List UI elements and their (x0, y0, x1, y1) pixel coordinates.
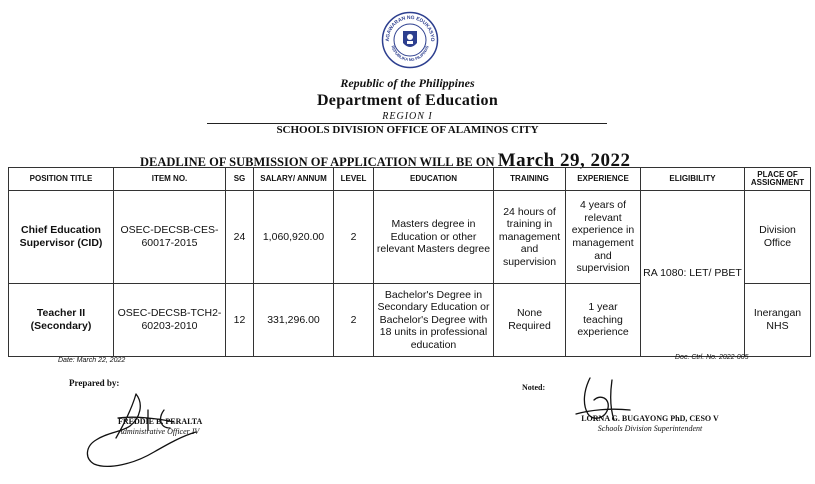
experience-cell: 4 years of relevant experience in management and supervision (566, 191, 641, 284)
header-level: LEVEL (334, 168, 374, 191)
seal-text-bottom: REPUBLIKA NG PILIPINAS (390, 44, 430, 63)
deadline-prefix: DEADLINE OF SUBMISSION OF APPLICATION WILL BE ON (140, 155, 495, 169)
training-cell: 24 hours of training in management and supervision (494, 191, 566, 284)
place-cell: Inerangan NHS (745, 284, 811, 357)
level-cell: 2 (334, 191, 374, 284)
superintendent-title: Schools Division Superintendent (597, 424, 703, 433)
header-item-no: ITEM NO. (114, 168, 226, 191)
department-name: Department of Education (316, 92, 499, 109)
preparer-name: FREDDIE B. PERALTA (118, 417, 203, 426)
salary-cell: 1,060,920.00 (254, 191, 334, 284)
superintendent-name: LORNA G. BUGAYONG PhD, CESO V (581, 414, 719, 423)
division-office-line: SCHOOLS DIVISION OFFICE OF ALAMINOS CITY (276, 124, 539, 136)
deped-seal-logo (381, 11, 439, 69)
noted-label: Noted: (522, 383, 546, 392)
deadline-date: March 29, 2022 (497, 150, 631, 171)
header-eligibility: ELIGIBILITY (641, 168, 745, 191)
table-header-row (9, 168, 811, 191)
header-training: TRAINING (494, 168, 566, 191)
vacancy-table (8, 167, 811, 357)
header-experience: EXPERIENCE (566, 168, 641, 191)
seal-text-top: AGAWARAN NG EDUKASYO (384, 14, 436, 42)
item-no-cell: OSEC-DECSB-TCH2-60203-2010 (114, 284, 226, 357)
experience-cell: 1 year teaching experience (566, 284, 641, 357)
prepared-by-label: Prepared by: (69, 378, 120, 388)
item-no-cell: OSEC-DECSB-CES-60017-2015 (114, 191, 226, 284)
salary-cell: 331,296.00 (254, 284, 334, 357)
header-position-title: POSITION TITLE (9, 168, 114, 191)
table-row (9, 191, 811, 284)
sg-cell: 12 (226, 284, 254, 357)
position-title-cell: Teacher II (Secondary) (9, 284, 114, 357)
position-title-cell: Chief Education Supervisor (CID) (9, 191, 114, 284)
republic-line: Republic of the Philippines (340, 76, 475, 90)
header-education: EDUCATION (374, 168, 494, 191)
training-cell: None Required (494, 284, 566, 357)
header-place: PLACE OF ASSIGNMENT (745, 168, 811, 191)
education-cell: Masters degree in Education or other relevant Masters degree (374, 191, 494, 284)
doc-control-number: Doc. Ctrl. No. 2022-005 (675, 354, 749, 361)
header-sg: SG (226, 168, 254, 191)
level-cell: 2 (334, 284, 374, 357)
education-cell: Bachelor's Degree in Secondary Education or Bachelor's Degree with 18 units in professional education (374, 284, 494, 357)
preparer-title: Administrative Officer IV (118, 427, 200, 436)
sg-cell: 24 (226, 191, 254, 284)
place-cell: Division Office (745, 191, 811, 284)
date-note: Date: March 22, 2022 (58, 357, 126, 364)
region-line: REGION I (382, 111, 433, 122)
eligibility-cell: RA 1080: LET/ PBET (641, 191, 745, 357)
header-salary: SALARY/ ANNUM (254, 168, 334, 191)
